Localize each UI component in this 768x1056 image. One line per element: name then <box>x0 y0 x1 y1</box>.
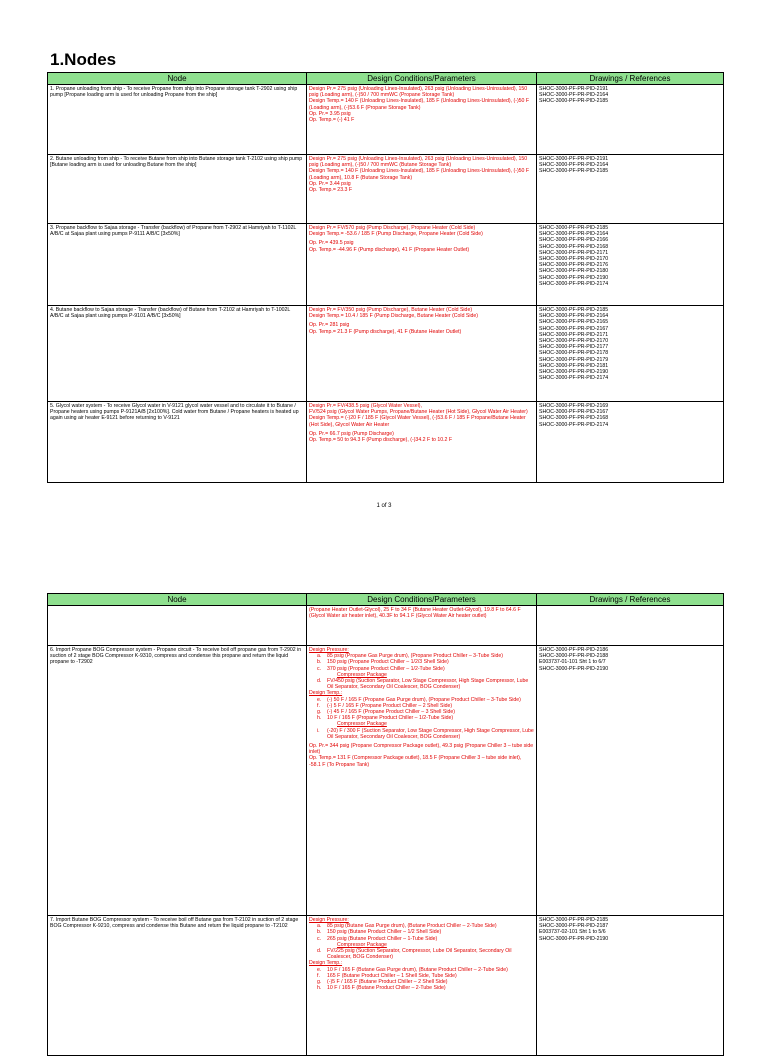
drawing-ref: SHOC-3000-PF-PR-PID-2164 <box>539 231 609 238</box>
item-text: 150 psig (Propane Product Chiller – 1/2/3 Shell Side) <box>327 659 449 666</box>
page-number: 1 of 3 <box>376 503 392 509</box>
design-line: Op. Temp.= (-) 41 F <box>309 117 355 124</box>
drawing-ref: SHOC-3000-PF-PR-PID-2185 <box>539 917 609 923</box>
drawing-ref: SHOC-3000-PF-PR-PID-2179 <box>539 356 609 363</box>
design-line: Design Temp.= -53.6 / 185 F (Pump Discharge, Propane Heater (Cold Side) <box>309 231 483 238</box>
node-cell: 1. Propane unloading from ship - To receive Propane from ship into Propane storage tank T-2902 using ship pump [Propane loading arm is used for unloading Propane from the ship] <box>48 85 307 155</box>
design-line: Op. Temp.= 23.3 F <box>309 187 353 194</box>
drawing-ref: SHOC-3000-PF-PR-PID-2166 <box>539 237 609 244</box>
design-line: Op. Pr.= 3.44 psig <box>309 180 351 187</box>
item-text: 85 psig (Propane Gas Purge drum), (Propane Product Chiller – 3-Tube Side) <box>327 653 503 660</box>
table-row <box>48 306 724 402</box>
column-header-drawings: Drawings / References <box>537 594 724 606</box>
drawing-ref: SHOC-3000-PF-PR-PID-2190 <box>539 665 609 672</box>
design-line: Op. Pr.= 66.7 psig (Pump Discharge) <box>309 430 394 437</box>
design-line: FV/524 psig (Glycol Water Pumps, Propane/Butane Heater (Hot Side), Glycol Water Air Heater) <box>309 409 528 416</box>
design-item <box>309 728 534 740</box>
node-cell <box>48 606 307 646</box>
node-cell: 7. Import Butane BOG Compressor system - To receive boil off Butane gas from T-2102 in suction of 2 stage BOG Compressor K-9210, compress and condense this Butane and return the liquid propane to -T2102 <box>48 916 307 1056</box>
column-header-node: Node <box>48 594 307 606</box>
design-item <box>309 985 534 991</box>
item-text: FV/225 psig (Suction Separator, Compressor, Lube Oil Separator, Secondary Oil Coalescer, BOG Condenser) <box>327 948 512 961</box>
item-text: (-) 50 F / 165 F (Propane Gas Purge drum), (Propane Product Chiller – 3-Tube Side) <box>327 696 521 703</box>
table-row <box>48 155 724 224</box>
item-text: (-) 5 F / 165 F (Propane Product Chiller – 2 Shell Side) <box>327 702 453 709</box>
design-line: (Propane Heater Outlet-Glycol), 25 F to 34 F (Butane Heater Outlet-Glycol), 19.8 F to 64.6 F (Glycol Water air heater inlet), 40.3F to 94.1 F (Glycol Water Air heater outlet) <box>309 607 521 620</box>
item-marker: b. <box>317 659 322 666</box>
item-marker: f. <box>317 972 320 979</box>
design-line: Op. Pr.= 3.95 psig <box>309 110 351 117</box>
drawings-cell <box>537 155 724 224</box>
drawings-cell <box>537 224 724 306</box>
item-text: FV/450 psig (Suction Separator, Low Stage Compressor, High Stage Compressor, Lube Oil Separator, Secondary Oil Coalescer, BOG Condenser) <box>327 678 529 691</box>
drawing-ref: SHOC-3000-PF-PR-PID-2164 <box>539 162 609 169</box>
node-cell: 5. Glycol water system - To receive Glycol water in V-9121 glycol water vessel and to circulate it to Butane / Propane heaters using pumps P-9121A/B [2x100%]. Cold water from Butane / Propane heaters is heated up again using air heater E-9121 before returning to V-9121 <box>48 402 307 483</box>
item-text: (-)5 F / 165 F (Butane Product Chiller – 2 Shell Side) <box>327 979 448 986</box>
column-header-node: Node <box>48 73 307 85</box>
drawing-ref: SHOC-3000-PF-PR-PID-2177 <box>539 344 609 351</box>
drawings-cell <box>537 306 724 402</box>
item-text: 10 F / 165 F (Butane Gas Purge drum), (Butane Product Chiller – 2-Tube Side) <box>327 966 508 973</box>
design-line: Op. Temp.= 50 to 94.3 F (Pump discharge), (-)34.2 F to 10.2 F <box>309 437 453 444</box>
drawings-cell <box>537 402 724 483</box>
design-line: Op. Temp.= -44.96 F (Pump discharge), 41 F (Propane Heater Outlet) <box>309 246 470 253</box>
design-line: Design Temp.= 10.4 / 185 F (Pump Discharge, Butane Heater (Cold Side) <box>309 313 479 320</box>
item-text: 265 psig (Butane Product Chiller – 1-Tube Side) <box>327 935 438 942</box>
table-header-row <box>48 73 724 85</box>
design-cell <box>307 155 537 224</box>
drawing-ref: E003737-02-101 Sht 1 to 5/6 <box>539 929 606 936</box>
column-header-drawings: Drawings / References <box>537 73 724 85</box>
item-marker: f. <box>317 702 320 709</box>
design-line: Op. Pr.= 439.5 psig <box>309 240 354 247</box>
design-line: Op. Temp.= 131 F (Compressor Package outlet), 18.5 F (Propane Chiller 3 – tube side inlet), -58.1 F (To Propane Tank) <box>309 755 522 768</box>
nodes-table-page-1 <box>47 72 724 483</box>
drawing-ref: SHOC-3000-PF-PR-PID-2167 <box>539 325 609 332</box>
design-line: Design Pr.= FV/438.5 psig (Glycol Water Vessel), <box>309 403 422 409</box>
item-marker: e. <box>317 696 322 703</box>
column-header-design: Design Conditions/Parameters <box>307 73 537 85</box>
item-marker: g. <box>317 979 322 986</box>
drawing-ref: SHOC-3000-PF-PR-PID-2178 <box>539 350 609 357</box>
item-text: 10 F / 165 F (Propane Product Chiller – 1/2-Tube Side) <box>327 715 454 722</box>
drawing-ref: SHOC-3000-PF-PR-PID-2188 <box>539 653 609 660</box>
subsection-label: Compressor Package <box>337 671 387 678</box>
design-line: Op. Pr.= 344 psig (Propane Compressor Package outlet), 49.3 psig (Propane Chiller 3 – tube side inlet) <box>309 743 534 756</box>
drawing-ref: SHOC-3000-PF-PR-PID-2185 <box>539 307 609 313</box>
drawing-ref: SHOC-3000-PF-PR-PID-2190 <box>539 935 609 942</box>
item-text: 370 psig (Propane Product Chiller – 1/2-Tube Side) <box>327 665 445 672</box>
drawing-ref: SHOC-3000-PF-PR-PID-2170 <box>539 256 609 263</box>
drawings-cell <box>537 916 724 1056</box>
item-text: (-20) F / 300 F (Suction Separator, Low Stage Compressor, High Stage Compressor, Lube Oil Separator, Secondary Oil Coalescer, BOG Condenser) <box>327 727 534 740</box>
item-marker: d. <box>317 678 322 685</box>
drawing-ref: SHOC-3000-PF-PR-PID-2171 <box>539 331 609 338</box>
drawing-ref: SHOC-3000-PF-PR-PID-2181 <box>539 362 609 369</box>
table-header-row <box>48 594 724 606</box>
item-text: 165 F (Butane Product Chiller – 1 Shell Side, Tube Side) <box>327 972 457 979</box>
item-marker: a. <box>317 653 322 660</box>
drawing-ref: E003737-01-101 Sht 1 to 6/7 <box>539 659 606 666</box>
design-cell <box>307 402 537 483</box>
drawings-cell <box>537 85 724 155</box>
table-row <box>48 916 724 1056</box>
drawing-ref: SHOC-3000-PF-PR-PID-2176 <box>539 262 609 269</box>
design-line: Design Temp.= 140 F (Unloading Lines-Insulated), 185 F (Unloading Lines-Uninsulated), (-)50 F (Loading arm), (-)53.6 F (Propane Storage Tank) <box>309 98 530 111</box>
drawing-ref: SHOC-3000-PF-PR-PID-2165 <box>539 319 609 326</box>
page-heading: 1.Nodes <box>50 50 117 69</box>
design-line: Design Pr.= FV/350 psig (Pump Discharge), Butane Heater (Cold Side) <box>309 307 473 313</box>
drawing-ref: SHOC-3000-PF-PR-PID-2168 <box>539 415 609 422</box>
design-item <box>309 948 534 960</box>
drawing-ref: SHOC-3000-PF-PR-PID-2187 <box>539 923 609 930</box>
design-cell <box>307 85 537 155</box>
drawing-ref: SHOC-3000-PF-PR-PID-2190 <box>539 369 609 376</box>
item-marker: i. <box>317 727 320 734</box>
item-marker: c. <box>317 665 322 672</box>
design-cell <box>307 646 537 916</box>
item-marker: a. <box>317 923 322 930</box>
item-marker: g. <box>317 709 322 716</box>
design-pressure-title: Design Pressure: <box>309 647 349 653</box>
drawings-cell <box>537 646 724 916</box>
subsection-label: Compressor Package <box>337 941 387 948</box>
nodes-table-page-2 <box>47 593 724 1056</box>
design-line: Design Temp.= (-)20 F / 185 F (Glycol Water Vessel), (-)53.6 F / 185 F Propane/Butane Heater (Hot Side), Glycol Water Air Heater <box>309 415 526 428</box>
item-marker: b. <box>317 929 322 936</box>
table-row <box>48 646 724 916</box>
design-pressure-title: Design Pressure: <box>309 917 349 923</box>
drawing-ref: SHOC-3000-PF-PR-PID-2174 <box>539 421 609 428</box>
node-cell: 2. Butane unloading from ship - To receive Butane from ship into Butane storage tank T-2102 using ship pump [Butane loading arm is used for unloading Butane from the ship] <box>48 155 307 224</box>
drawing-ref: SHOC-3000-PF-PR-PID-2170 <box>539 338 609 345</box>
design-line: Design Pr.= 275 psig (Unloading Lines-Insulated), 263 psig (Unloading Lines-Uninsulated), 150 psig (Loading arm), (-)50 / 700 mmWC (Propane Storage Tank) <box>309 86 528 99</box>
design-cell <box>307 224 537 306</box>
table-row <box>48 606 724 646</box>
drawing-ref: SHOC-3000-PF-PR-PID-2167 <box>539 409 609 416</box>
item-text: 85 psig (Butane Gas Purge drum), (Butane Product Chiller – 2-Tube Side) <box>327 923 497 930</box>
drawing-ref: SHOC-3000-PF-PR-PID-2171 <box>539 249 609 256</box>
drawing-ref: SHOC-3000-PF-PR-PID-2186 <box>539 647 609 653</box>
drawing-ref: SHOC-3000-PF-PR-PID-2164 <box>539 92 609 99</box>
drawing-ref: SHOC-3000-PF-PR-PID-2180 <box>539 268 609 275</box>
drawing-ref: SHOC-3000-PF-PR-PID-2164 <box>539 313 609 320</box>
design-line: Design Temp.= 140 F (Unloading Lines-Insulated), 185 F (Unloading Lines-Uninsulated), (-)50 F (Loading arm), 10.8 F (Butane Storage Tank) <box>309 168 530 181</box>
design-temp-title: Design Temp.: <box>309 960 343 967</box>
node-cell: 6. Import Propane BOG Compressor system - Propane circuit - To receive boil off propane gas from T-2902 in suction of 2 stage BOG Compressor K-9310, compress and condense this propane and return the liquid propane to -T2902 <box>48 646 307 916</box>
drawing-ref: SHOC-3000-PF-PR-PID-2185 <box>539 168 609 175</box>
table-row <box>48 85 724 155</box>
item-marker: c. <box>317 935 322 942</box>
drawing-ref: SHOC-3000-PF-PR-PID-2169 <box>539 403 609 409</box>
drawing-ref: SHOC-3000-PF-PR-PID-2185 <box>539 225 609 231</box>
drawing-ref: SHOC-3000-PF-PR-PID-2190 <box>539 274 609 281</box>
item-text: (-) 45 F / 165 F (Propane Product Chiller – 3 Shell Side) <box>327 709 456 716</box>
item-marker: d. <box>317 948 322 955</box>
node-cell: 4. Butane backflow to Sajaa storage - Transfer (backflow) of Butane from T-2102 at Hamriyah to T-1002L A/B/C at Sajaa plant using pumps P-9101 A/B/C [3x50%] <box>48 306 307 402</box>
item-marker: h. <box>317 985 322 992</box>
design-temp-title: Design Temp.: <box>309 690 343 697</box>
drawing-ref: SHOC-3000-PF-PR-PID-2185 <box>539 98 609 105</box>
drawing-ref: SHOC-3000-PF-PR-PID-2191 <box>539 86 609 92</box>
design-cell <box>307 306 537 402</box>
design-item <box>309 678 534 690</box>
node-cell: 3. Propane backflow to Sajaa storage - Transfer (backflow) of Propane from T-2902 at Hamriyah to T-1102L A/B/C at Sajaa plant using pumps P-9111 A/B/C [3x50%] <box>48 224 307 306</box>
item-text: 10 F / 165 F (Butane Product Chiller – 2-Tube Side) <box>327 985 446 992</box>
drawing-ref: SHOC-3000-PF-PR-PID-2174 <box>539 375 609 382</box>
drawing-ref: SHOC-3000-PF-PR-PID-2191 <box>539 156 609 162</box>
table-row <box>48 224 724 306</box>
item-text: 150 psig (Butane Product Chiller – 1/2 Shell Side) <box>327 929 442 936</box>
item-marker: e. <box>317 966 322 973</box>
drawing-ref: SHOC-3000-PF-PR-PID-2168 <box>539 243 609 250</box>
subsection-label: Compressor Package <box>337 721 387 728</box>
item-marker: h. <box>317 715 322 722</box>
design-cell <box>307 606 537 646</box>
design-line: Design Pr.= FV/570 psig (Pump Discharge), Propane Heater (Cold Side) <box>309 225 476 231</box>
table-row <box>48 402 724 483</box>
drawing-ref: SHOC-3000-PF-PR-PID-2174 <box>539 280 609 287</box>
design-cell <box>307 916 537 1056</box>
design-line: Op. Temp.= 21.3 F (Pump discharge), 41 F (Butane Heater Outlet) <box>309 328 462 335</box>
design-line: Design Pr.= 275 psig (Unloading Lines-Insulated), 263 psig (Unloading Lines-Uninsulated), 150 psig (Loading arm), (-)50 / 700 mmWC (Butane Storage Tank) <box>309 156 528 169</box>
design-line: Op. Pr.= 281 psig <box>309 322 350 329</box>
drawings-cell <box>537 606 724 646</box>
column-header-design: Design Conditions/Parameters <box>307 594 537 606</box>
